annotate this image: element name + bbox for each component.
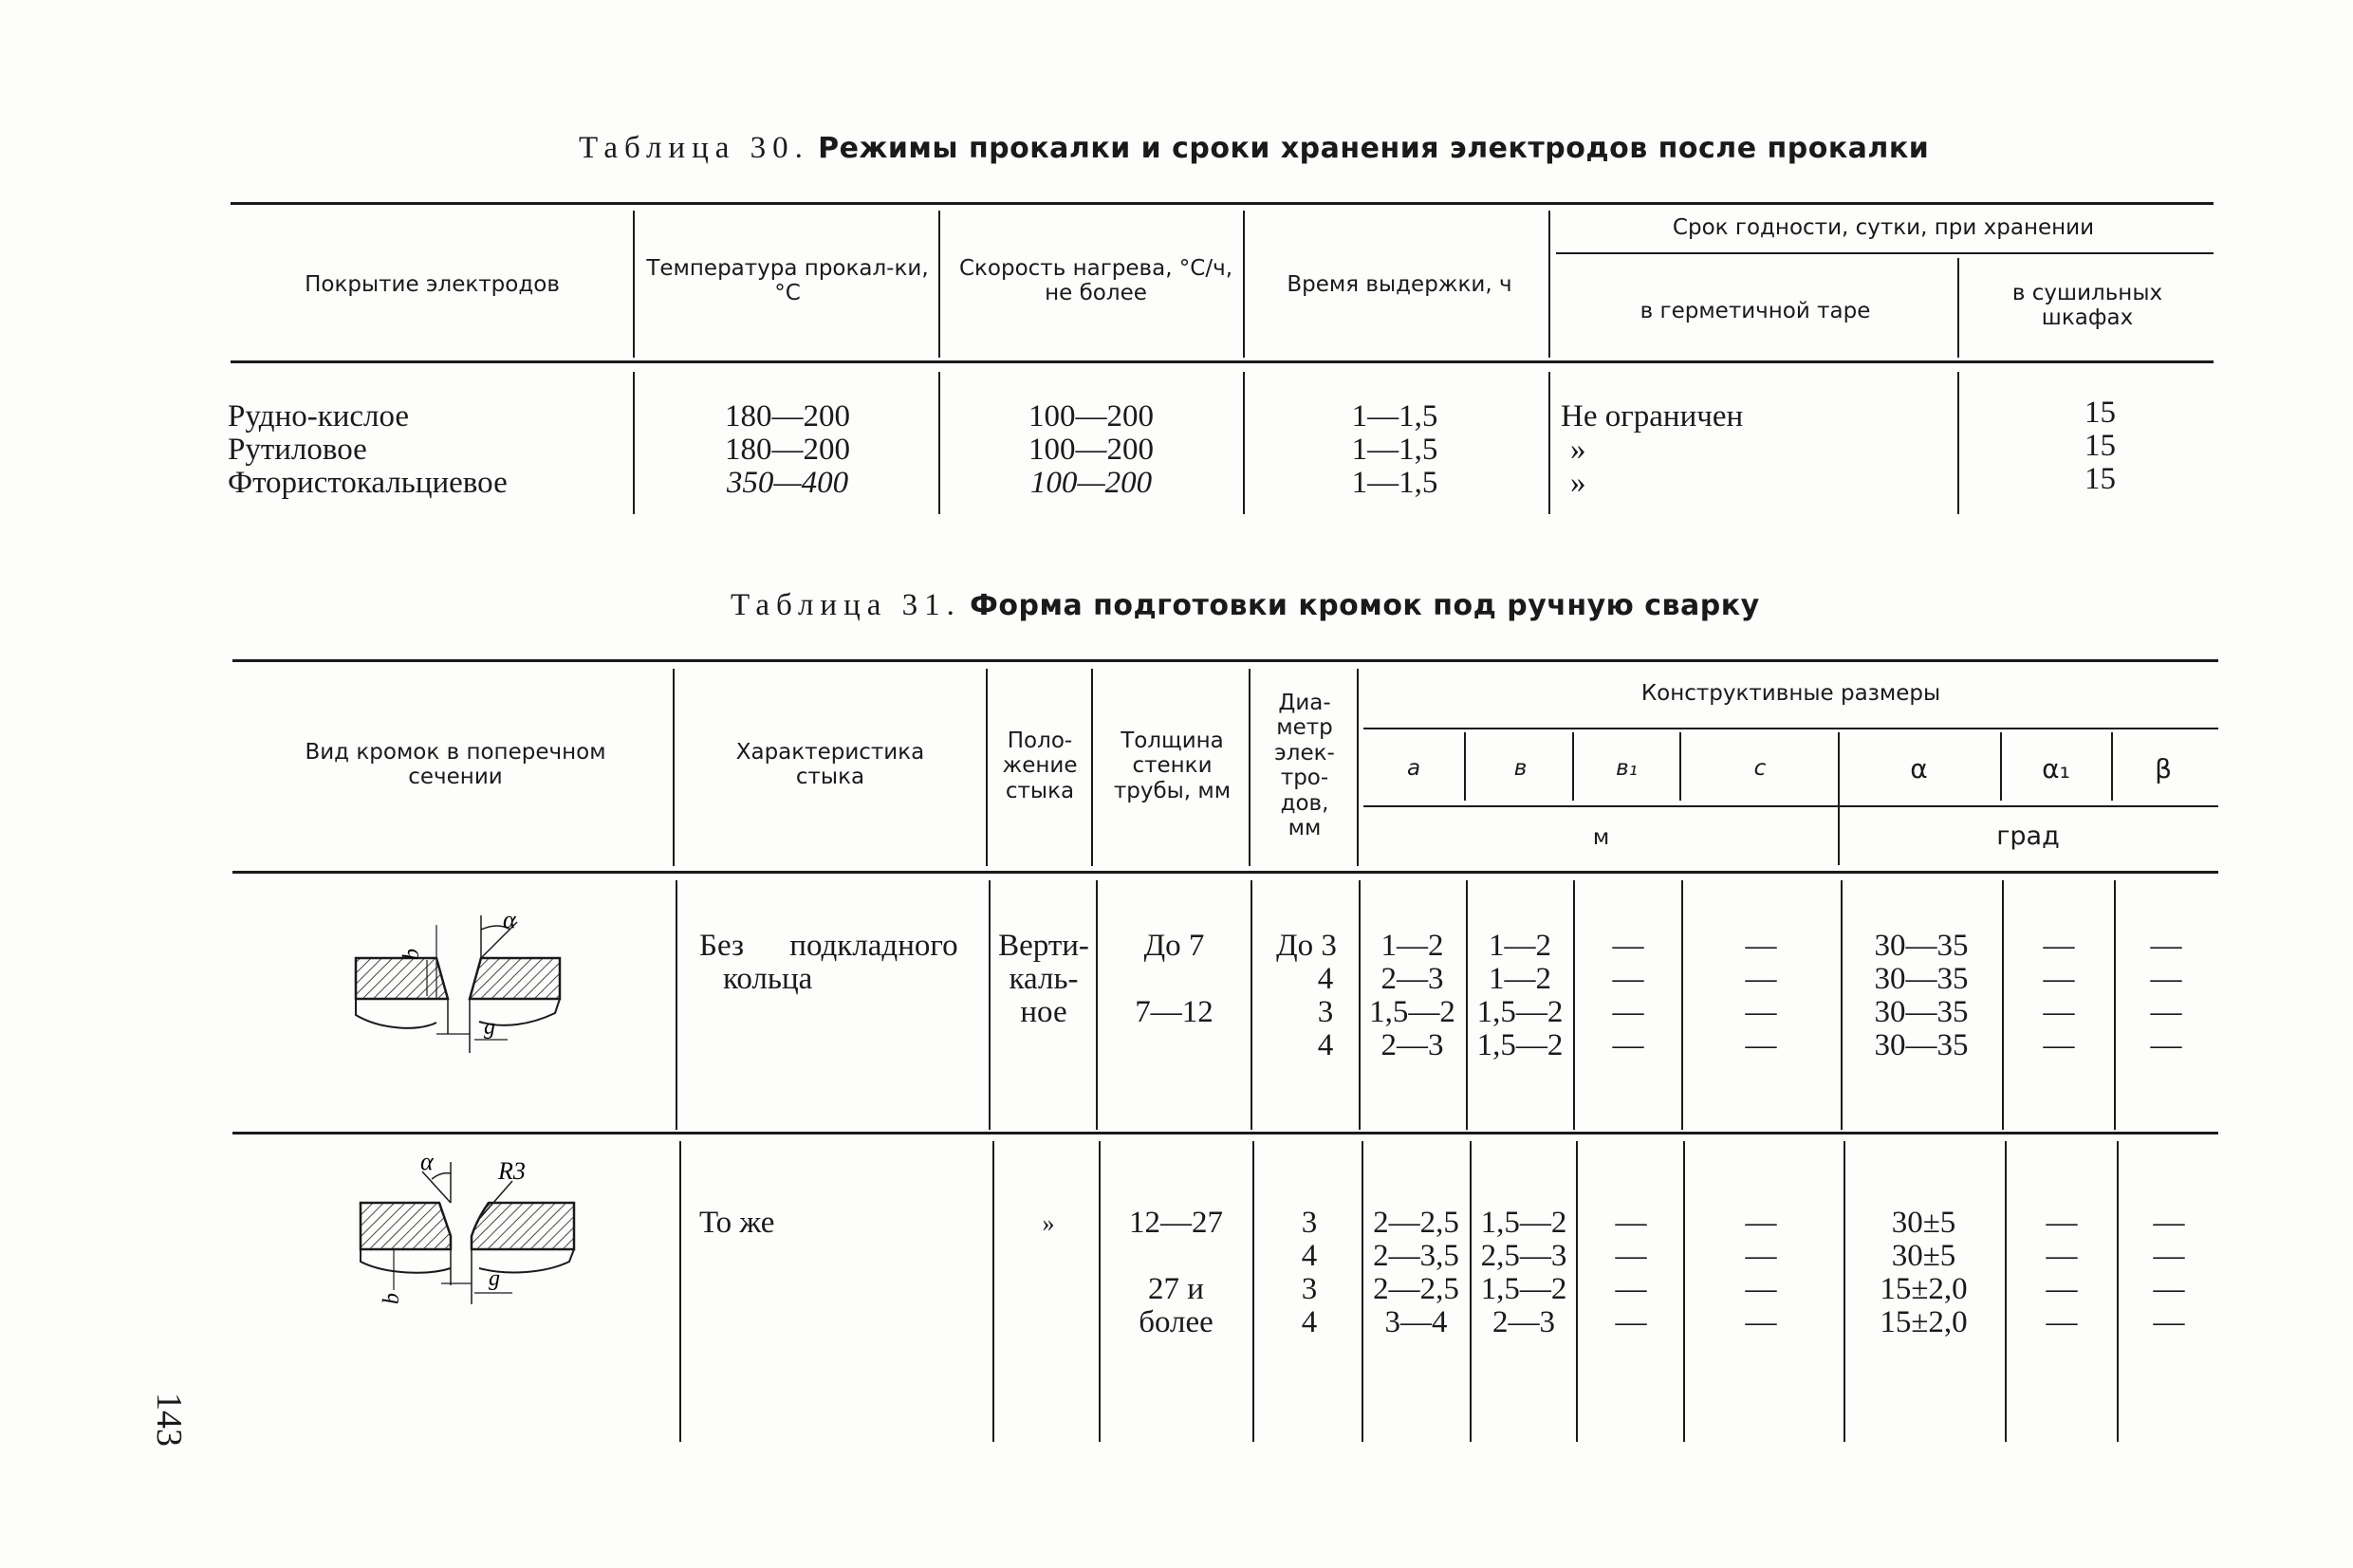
t31-vline [679, 1141, 681, 1442]
t31-b: 1,5—2 [1476, 995, 1564, 1029]
t30-header-sealed: в герметичной таре [1640, 299, 1871, 323]
t31-alpha: 30±5 [1891, 1206, 1956, 1240]
t31-vline [676, 880, 677, 1130]
t31-header-rule [232, 871, 2218, 874]
t31-beta: — [2153, 1239, 2185, 1273]
t31-diam: 4 [1317, 962, 1334, 996]
t31-diam: 3 [1317, 995, 1334, 1029]
t31-diam: 4 [1301, 1305, 1318, 1339]
t31-vline [1841, 880, 1843, 1130]
t31-alpha1: — [2046, 1239, 2078, 1273]
page-number: 143 [149, 1393, 189, 1447]
t31-header-alpha: α [1910, 753, 1928, 784]
t31-c: — [1745, 929, 1777, 963]
t31-vline [1249, 669, 1251, 866]
fig-label-alpha: α [420, 1148, 434, 1175]
t31-a: 3—4 [1384, 1305, 1448, 1339]
fig-label-alpha: α [503, 906, 516, 933]
fig-label-b: b [380, 1293, 404, 1304]
t31-char: То же [699, 1206, 775, 1240]
t31-char: Без подкладного [699, 929, 958, 963]
t30-vline [1548, 211, 1550, 358]
t31-diam: 3 [1301, 1272, 1318, 1306]
t31-pos: Верти- [998, 929, 1089, 963]
t30-vline [1957, 258, 1959, 358]
t30-rate: 100—200 [1028, 399, 1154, 434]
t30-vline [633, 211, 635, 358]
t30-header-coating: Покрытие электродов [305, 272, 560, 297]
t31-a: 2—2,5 [1373, 1272, 1459, 1306]
t31-top-rule [232, 659, 2218, 662]
fig-label-r3: R3 [498, 1157, 526, 1185]
edge-figure-no-ring [342, 901, 569, 1058]
t30-header-temp: Температура прокал-ки, °С [646, 256, 929, 306]
t31-beta: — [2153, 1206, 2185, 1240]
t31-header-beta: β [2155, 753, 2172, 784]
t31-header-unit-deg: град [1996, 821, 2060, 851]
t31-b: 1—2 [1489, 962, 1551, 996]
t30-cabinet: 15 [2084, 462, 2116, 496]
t31-pos: » [1042, 1209, 1055, 1237]
t31-b1: — [1615, 1272, 1647, 1306]
t31-header-c: с [1753, 756, 1767, 781]
t30-rate: 100—200 [1028, 433, 1154, 467]
t31-header-unit-mm: м [1592, 825, 1610, 850]
t30-vline [1243, 211, 1245, 358]
t31-pos: каль- [1009, 962, 1079, 996]
t31-b1: — [1612, 1028, 1644, 1062]
t31-a: 2—2,5 [1373, 1206, 1459, 1240]
t31-diam: 4 [1317, 1028, 1334, 1062]
t31-c: — [1745, 962, 1777, 996]
t31-a: 2—3,5 [1373, 1239, 1459, 1273]
t31-thick: До 7 [1143, 929, 1205, 963]
t30-vline [1243, 372, 1245, 514]
t31-char: кольца [723, 962, 813, 996]
t31-vline [2000, 732, 2002, 801]
fig-label-g: g [484, 1015, 495, 1040]
t31-vline [673, 669, 675, 866]
t31-diam: 4 [1301, 1239, 1318, 1273]
t31-vline [1681, 880, 1683, 1130]
t31-beta: — [2150, 1028, 2182, 1062]
t31-alpha: 15±2,0 [1880, 1305, 1968, 1339]
t31-thick: более [1139, 1305, 1214, 1339]
t31-beta: — [2153, 1272, 2185, 1306]
t30-vline [1548, 372, 1550, 514]
t31-alpha1: — [2046, 1272, 2078, 1306]
t31-b: 1,5—2 [1480, 1206, 1567, 1240]
t31-vline [2111, 732, 2113, 801]
t31-alpha1: — [2046, 1305, 2078, 1339]
weld-plate-left [361, 1203, 451, 1273]
t30-subheader-rule [1556, 252, 2214, 254]
t30-hold: 1—1,5 [1351, 399, 1438, 434]
t30-temp: 180—200 [725, 433, 850, 467]
t31-vline [1099, 1141, 1101, 1442]
t31-vline [989, 880, 991, 1130]
table31-caption-title: Форма подготовки кромок под ручную сварку [970, 589, 1760, 622]
t31-header-thick: Толщина стенки трубы, мм [1113, 729, 1232, 803]
t30-header-rate: Скорость нагрева, °С/ч, не более [958, 256, 1233, 306]
t30-cabinet: 15 [2084, 396, 2116, 430]
t31-b: 2—3 [1492, 1305, 1555, 1339]
t31-beta: — [2150, 929, 2182, 963]
t31-beta: — [2150, 995, 2182, 1029]
t30-rate: 100—200 [1029, 466, 1153, 500]
t30-hold: 1—1,5 [1351, 466, 1438, 500]
t31-header-b: в [1513, 756, 1528, 781]
t31-c: — [1745, 1272, 1777, 1306]
weld-plate-right [472, 1203, 574, 1272]
t31-b: 2,5—3 [1480, 1239, 1567, 1273]
t31-vline [992, 1141, 994, 1442]
t30-coating: Рутиловое [228, 433, 367, 467]
t31-header-alpha1: α₁ [2042, 753, 2070, 784]
t31-vline [1464, 732, 1466, 801]
t30-vline [938, 372, 940, 514]
t31-diam: 3 [1301, 1206, 1318, 1240]
t31-vline [1679, 732, 1681, 801]
t31-vline [1096, 880, 1098, 1130]
t31-vline [1572, 732, 1574, 801]
t30-vline [938, 211, 940, 358]
t30-header-hold: Время выдержки, ч [1287, 272, 1512, 297]
t31-pos: ное [1020, 995, 1067, 1029]
t31-b1: — [1615, 1206, 1647, 1240]
t30-sealed: Не ограничен [1561, 399, 1744, 434]
t31-group-rule [232, 1132, 2218, 1134]
t31-vline [1251, 880, 1252, 1130]
t30-coating: Фтористокальциевое [228, 466, 508, 500]
t31-thick: 27 и [1148, 1272, 1204, 1306]
t31-a: 1,5—2 [1369, 995, 1455, 1029]
t30-temp: 350—400 [726, 466, 849, 500]
t31-alpha: 30—35 [1874, 1028, 1969, 1062]
t31-a: 1—2 [1380, 929, 1444, 963]
table30-caption-label: Таблица 30. [579, 131, 809, 165]
t30-vline [633, 372, 635, 514]
t31-alpha: 30—35 [1874, 995, 1969, 1029]
t30-header-cabinet: в сушильных шкафах [2011, 281, 2163, 331]
t31-alpha1: — [2046, 1206, 2078, 1240]
t30-header-rule [231, 360, 2214, 363]
t31-c: — [1745, 1028, 1777, 1062]
t31-a: 2—3 [1380, 962, 1444, 996]
t31-vline [986, 669, 988, 866]
t30-cabinet: 15 [2084, 429, 2116, 463]
t31-b1: — [1612, 995, 1644, 1029]
t31-c: — [1745, 1305, 1777, 1339]
t31-alpha: 30±5 [1891, 1239, 1956, 1273]
t31-b: 1,5—2 [1476, 1028, 1564, 1062]
t31-alpha: 30—35 [1874, 929, 1969, 963]
t31-b1: — [1612, 962, 1644, 996]
t31-b1: — [1615, 1239, 1647, 1273]
table30-caption-title: Режимы прокалки и сроки хранения электродов после прокалки [818, 132, 1930, 165]
t31-beta: — [2153, 1305, 2185, 1339]
t30-top-rule [231, 202, 2214, 205]
t31-a: 2—3 [1380, 1028, 1444, 1062]
t31-units-rule [1363, 805, 2218, 807]
t31-b1: — [1612, 929, 1644, 963]
t31-c: — [1745, 995, 1777, 1029]
t31-b: 1,5—2 [1480, 1272, 1567, 1306]
t31-header-pos: Поло-жение стыка [1002, 729, 1078, 803]
t31-alpha1: — [2043, 962, 2075, 996]
t31-header-view: Вид кромок в поперечном сечении [305, 740, 606, 790]
t30-coating: Рудно-кислое [228, 399, 410, 434]
fig-label-g: g [489, 1266, 500, 1291]
t31-b1: — [1615, 1305, 1647, 1339]
table30-caption [579, 131, 1929, 166]
weld-plate-left [356, 958, 448, 1028]
t31-vline [1843, 1141, 1845, 1442]
t31-thick: 7—12 [1135, 995, 1214, 1029]
t31-vline [1357, 669, 1359, 866]
t31-c: — [1745, 1206, 1777, 1240]
t31-header-diam: Диа-метр элек-тро-дов, мм [1274, 691, 1335, 841]
edge-figure-r3 [346, 1143, 584, 1314]
t31-alpha1: — [2043, 995, 2075, 1029]
table31-caption-label: Таблица 31. [731, 588, 961, 622]
t30-sealed: » [1570, 466, 1586, 500]
t31-header-char: Характеристика стыка [735, 740, 925, 790]
t31-diam: До 3 [1276, 929, 1337, 963]
t31-header-a: а [1406, 756, 1421, 781]
t31-alpha: 30—35 [1874, 962, 1969, 996]
t30-sealed: » [1570, 433, 1586, 467]
t30-hold: 1—1,5 [1351, 433, 1438, 467]
t31-dims-rule [1363, 728, 2218, 729]
t31-vline [1252, 1141, 1254, 1442]
t31-header-b1: в₁ [1616, 756, 1638, 781]
t31-c: — [1745, 1239, 1777, 1273]
t31-beta: — [2150, 962, 2182, 996]
t31-alpha1: — [2043, 929, 2075, 963]
t30-temp: 180—200 [725, 399, 850, 434]
t30-header-shelf: Срок годности, сутки, при хранении [1672, 215, 2095, 240]
t31-alpha: 15±2,0 [1880, 1272, 1968, 1306]
t30-vline [1957, 372, 1959, 514]
table31-caption [731, 588, 1760, 623]
t31-header-dims: Конструктивные размеры [1640, 681, 1941, 706]
fig-label-b: b [399, 949, 424, 960]
t31-alpha1: — [2043, 1028, 2075, 1062]
t31-thick: 12—27 [1129, 1206, 1223, 1240]
t31-b: 1—2 [1489, 929, 1551, 963]
t31-vline [1091, 669, 1093, 866]
t31-vline [1838, 732, 1840, 865]
